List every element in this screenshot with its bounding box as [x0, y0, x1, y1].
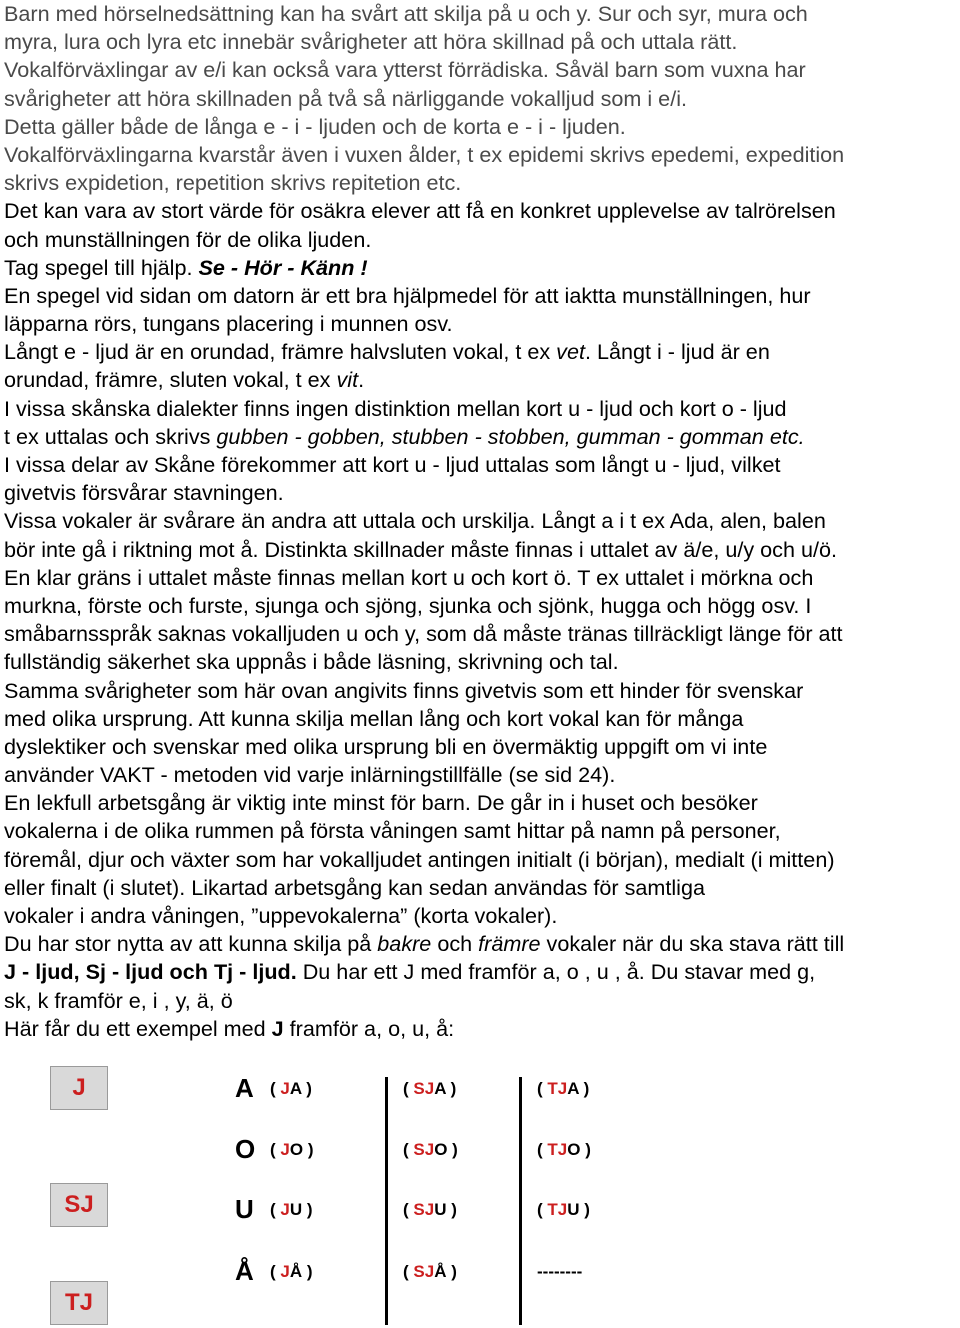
text-segment: En lekfull arbetsgång är viktig inte minst för barn. De går in i huset och besöker — [4, 790, 758, 816]
vowel-aa: Å — [235, 1256, 254, 1286]
text-segment: J - ljud, Sj - ljud och Tj - ljud. — [4, 959, 297, 985]
vowel-letter: A — [289, 1079, 302, 1098]
text-line — [4, 705, 958, 733]
table-cell: ( TJO ) — [537, 1140, 591, 1159]
text-line — [4, 479, 958, 507]
box-sj: SJ — [50, 1183, 108, 1227]
text-line — [4, 902, 958, 930]
consonant-prefix: SJ — [413, 1200, 435, 1219]
vowel-letter: Å — [289, 1262, 303, 1281]
text-line — [4, 85, 958, 113]
text-line — [4, 254, 958, 282]
vowel-letter: U — [567, 1200, 580, 1219]
text-segment: Du har ett J med framför a, o , u , å. Du stavar med g, — [296, 959, 816, 985]
vowel-u: U — [235, 1194, 254, 1224]
text-line — [4, 28, 958, 56]
text-segment: Vokalförväxlingar av e/i kan också vara ytterst förrädiska. Såväl barn som vuxna har — [4, 57, 806, 83]
text-line — [4, 395, 958, 423]
table-cell: ( SJU ) — [403, 1200, 457, 1219]
text-segment: och munställningen för de olika ljuden. — [4, 226, 372, 252]
text-segment: fullständig säkerhet ska uppnås i både läsning, skrivning och tal. — [4, 649, 619, 675]
text-segment: Vissa vokaler är svårare än andra att uttala och urskilja. Långt a i t ex Ada, alen, balen — [4, 508, 826, 534]
text-line — [4, 958, 958, 986]
text-segment: dyslektiker och svenskar med olika ursprung bli en övermäktig uppgift om vi inte — [4, 733, 768, 759]
text-segment: med olika ursprung. Att kunna skilja mellan lång och kort vokal kan för många — [4, 705, 744, 731]
text-segment: och — [431, 931, 479, 957]
text-line — [4, 677, 958, 705]
box-tj: TJ — [50, 1281, 108, 1325]
text-segment: myra, lura och lyra etc innebär svårigheter att höra skillnad på och uttala rätt. — [4, 29, 738, 55]
text-segment: vokaler när du ska stava rätt till — [540, 931, 845, 957]
text-segment: orundad, främre, sluten vokal, t ex — [4, 367, 337, 393]
consonant-prefix: SJ — [413, 1079, 435, 1098]
text-line — [4, 310, 958, 338]
table-divider-2 — [519, 1077, 522, 1325]
table-cell: ( JA ) — [270, 1079, 312, 1098]
text-line — [4, 536, 958, 564]
text-segment: . — [358, 367, 365, 393]
text-line — [4, 226, 958, 254]
consonant-prefix: TJ — [547, 1200, 568, 1219]
text-line — [4, 113, 958, 141]
text-segment: skrivs expidetion, repetition skrivs repitetion etc. — [4, 170, 462, 196]
text-line — [4, 761, 958, 789]
text-segment: vokalerna i de olika rummen på första våningen samt hittar på namn på personer, — [4, 818, 781, 844]
table-cell: ( SJO ) — [403, 1140, 458, 1159]
consonant-prefix: J — [280, 1140, 290, 1159]
text-segment: svårigheter att höra skillnaden på två så närliggande vokalljud som i e/i. — [4, 85, 687, 111]
vowel-letter: A — [567, 1079, 579, 1098]
consonant-prefix: TJ — [547, 1140, 568, 1159]
text-segment: I vissa delar av Skåne förekommer att kort u - ljud uttalas som långt u - ljud, vilket — [4, 452, 781, 477]
table-cell: ( JÅ ) — [270, 1262, 313, 1281]
text-segment: Du har stor nytta av att kunna skilja på — [4, 931, 378, 957]
text-segment: I vissa skånska dialekter finns ingen distinktion mellan kort u - ljud och kort o - ljud — [4, 395, 787, 421]
text-segment: En spegel vid sidan om datorn är ett bra hjälpmedel för att iaktta munställningen, hur — [4, 282, 811, 308]
text-segment: sk, k framför e, i , y, ä, ö — [4, 987, 233, 1013]
text-segment: . Långt i - ljud är en — [584, 339, 770, 365]
vowel-letter: U — [289, 1200, 303, 1219]
text-line — [4, 648, 958, 676]
table-cell-empty — [537, 1261, 582, 1283]
text-segment: vokaler i andra våningen, ”uppevokalerna” (korta vokaler). — [4, 903, 558, 928]
document-body — [4, 0, 958, 1043]
text-segment: Detta gäller både de långa e - i - ljuden och de korta e - i - ljuden. — [4, 113, 626, 139]
vowel-letter: Å — [434, 1262, 447, 1281]
text-segment: framför a, o, u, å: — [283, 1015, 455, 1041]
text-segment: Se - Hör - Känn ! — [198, 254, 368, 280]
text-segment: föremål, djur och växter som har vokalljudet antingen initialt (i början), medialt (i mitten) — [4, 846, 835, 872]
text-segment: En klar gräns i uttalet måste finnas mellan kort u och kort ö. T ex uttalet i mörkna och — [4, 564, 814, 590]
consonant-prefix: SJ — [413, 1262, 435, 1281]
text-line — [4, 592, 958, 620]
vowel-letter: O — [567, 1140, 581, 1159]
text-segment: läpparna rörs, tungans placering i munnen osv. — [4, 311, 453, 337]
text-segment: J — [271, 1015, 284, 1041]
consonant-prefix: J — [280, 1200, 290, 1219]
consonant-prefix: J — [280, 1079, 290, 1098]
vowel-o: O — [235, 1134, 256, 1164]
text-line — [4, 366, 958, 394]
text-line — [4, 987, 958, 1015]
text-segment: gubben - gobben, stubben - stobben, gumman - gomman etc. — [216, 423, 805, 449]
text-line — [4, 930, 958, 958]
consonant-prefix: TJ — [547, 1079, 568, 1098]
text-line — [4, 789, 958, 817]
consonant-prefix: J — [280, 1262, 290, 1281]
consonant-prefix: SJ — [413, 1140, 435, 1159]
table-cell: ( TJA ) — [537, 1079, 590, 1098]
table-cell: ( JO ) — [270, 1140, 314, 1159]
text-segment: givetvis försvårar stavningen. — [4, 480, 284, 506]
box-j: J — [50, 1066, 108, 1110]
text-segment: t ex uttalas och skrivs — [4, 423, 217, 449]
text-segment: Det kan vara av stort värde för osäkra elever att få en konkret upplevelse av talrörelsen — [4, 198, 836, 224]
text-segment: bakre — [377, 931, 432, 957]
text-line — [4, 141, 958, 169]
text-line — [4, 338, 958, 366]
text-line — [4, 56, 958, 84]
text-line — [4, 564, 958, 592]
text-segment: vit — [336, 367, 359, 393]
text-segment: eller finalt (i slutet). Likartad arbetsgång kan sedan användas för samtliga — [4, 874, 705, 900]
text-segment: bör inte gå i riktning mot å. Distinkta skillnader måste finnas i uttalet av ä/e, u/y och u/ö. — [4, 536, 837, 562]
text-line — [4, 846, 958, 874]
table-cell: ( TJU ) — [537, 1200, 590, 1219]
text-segment: Tag spegel till hjälp. — [4, 254, 199, 280]
text-line — [4, 197, 958, 225]
text-line — [4, 282, 958, 310]
vowel-letter: U — [434, 1200, 447, 1219]
text-segment: Här får du ett exempel med — [4, 1015, 272, 1041]
text-line — [4, 733, 958, 761]
text-line — [4, 451, 958, 479]
text-segment: Långt e - ljud är en orundad, främre halvsluten vokal, t ex — [4, 339, 557, 365]
text-line — [4, 169, 958, 197]
table-cell: ( SJA ) — [403, 1079, 457, 1098]
text-line — [4, 1015, 958, 1043]
text-segment: vet — [556, 339, 585, 365]
text-line — [4, 817, 958, 845]
table-cell: ( SJÅ ) — [403, 1262, 457, 1281]
text-segment: främre — [478, 931, 541, 957]
text-segment: Barn med hörselnedsättning kan ha svårt att skilja på u och y. Sur och syr, mura och — [4, 1, 808, 26]
text-line — [4, 0, 958, 28]
dash-text: -------- — [537, 1262, 583, 1281]
text-segment: Vokalförväxlingarna kvarstår även i vuxen ålder, t ex epidemi skrivs epedemi, expedition — [4, 141, 845, 167]
vowel-letter: O — [289, 1140, 304, 1159]
text-segment: murkna, förste och furste, sjunga och sjöng, sjunka och sjönk, hugga och högg osv. I — [4, 592, 812, 618]
text-line — [4, 423, 958, 451]
text-line — [4, 620, 958, 648]
vowel-letter: O — [434, 1140, 448, 1159]
vowel-a: A — [235, 1073, 254, 1103]
table-divider-1 — [385, 1077, 388, 1325]
text-line — [4, 507, 958, 535]
text-line — [4, 874, 958, 902]
text-segment: använder VAKT - metoden vid varje inlärningstillfälle (se sid 24). — [4, 762, 616, 788]
text-segment: Samma svårigheter som här ovan angivits finns givetvis som ett hinder för svenskar — [4, 677, 804, 703]
vowel-letter: A — [434, 1079, 446, 1098]
text-segment: småbarnsspråk saknas vokalljuden u och y, som då måste tränas tillräckligt länge för att — [4, 621, 843, 647]
table-cell: ( JU ) — [270, 1200, 313, 1219]
